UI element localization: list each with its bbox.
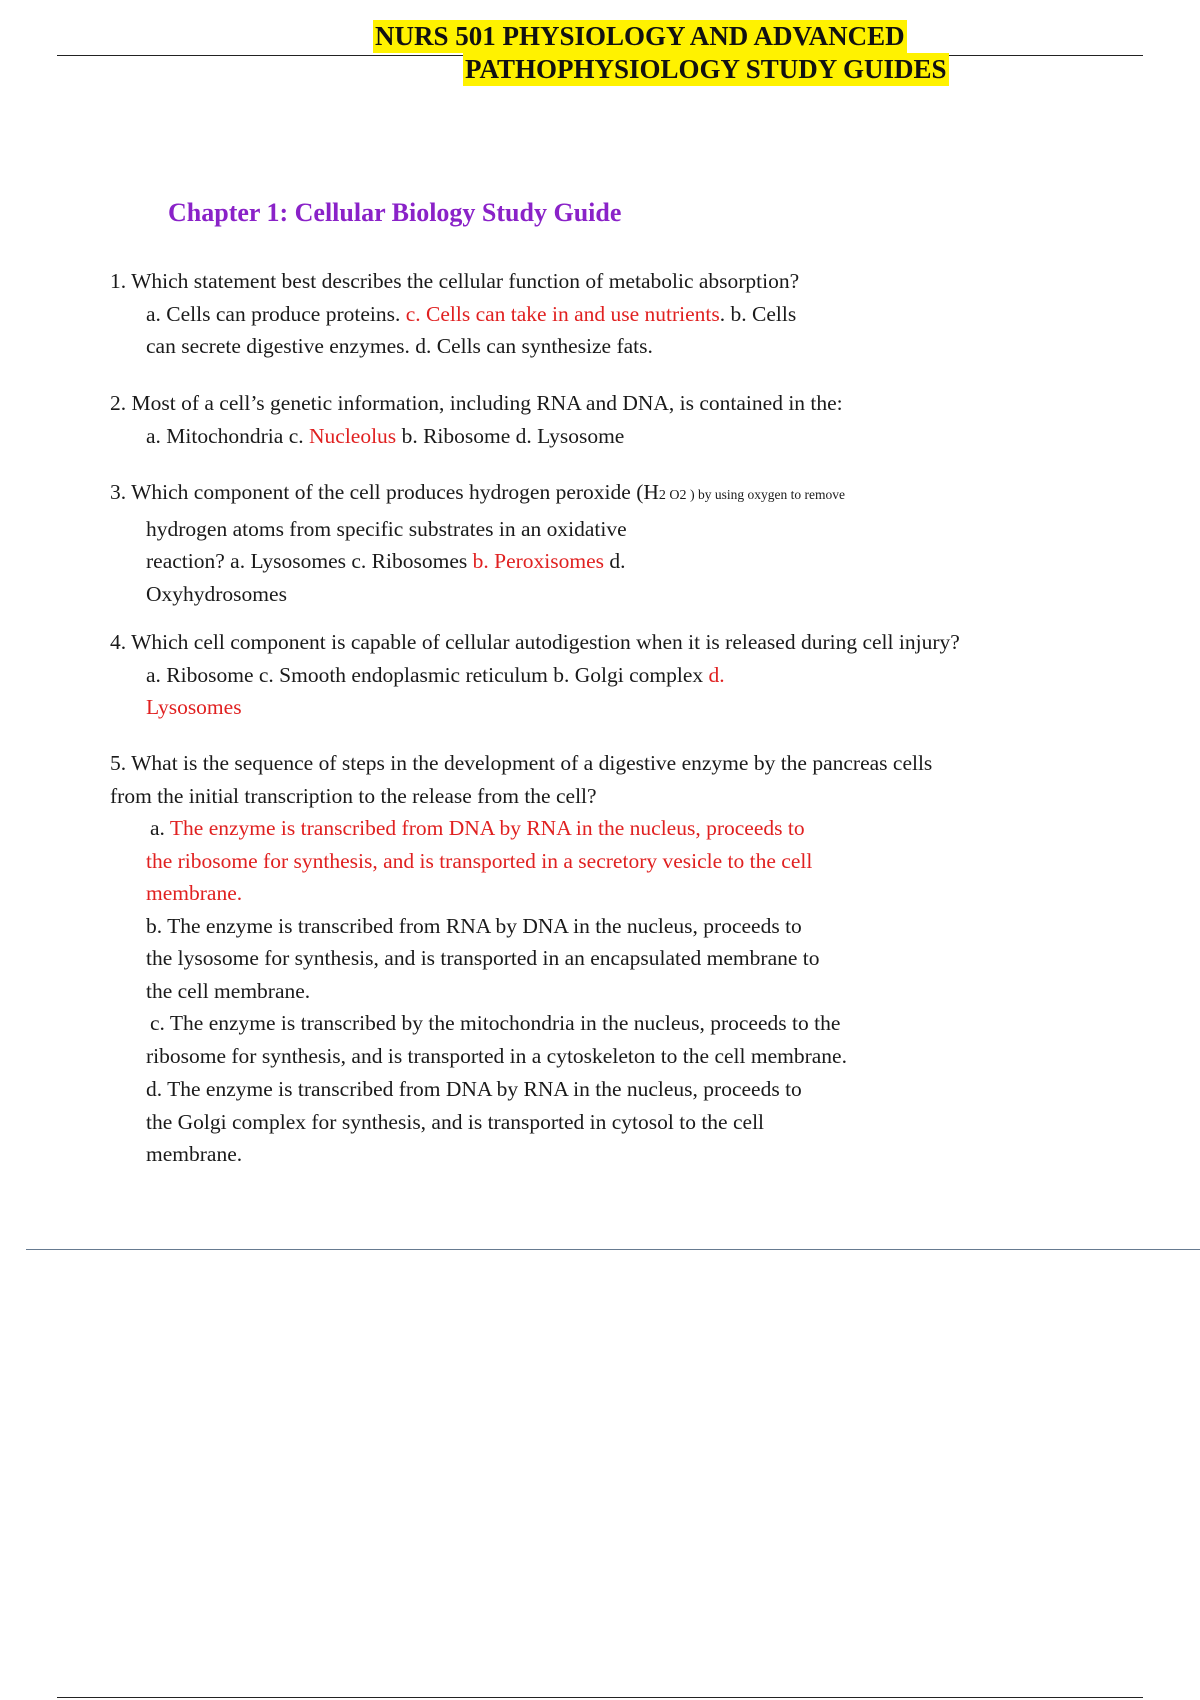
- option-b-line-2: the lysosome for synthesis, and is transported in an encapsulated membrane to: [146, 946, 820, 970]
- question-5: [110, 747, 932, 1171]
- header-title-line-1: NURS 501 PHYSIOLOGY AND ADVANCED: [375, 21, 905, 51]
- question-1: [110, 265, 799, 363]
- footer-rule: [57, 1697, 1143, 1698]
- correct-answer: b. Peroxisomes: [472, 549, 605, 573]
- correct-answer: Lysosomes: [146, 695, 242, 719]
- option-a-line-1: [110, 812, 932, 845]
- question-4-stem: 4. Which cell component is capable of cellular autodigestion when it is released during cell injury?: [110, 630, 960, 654]
- correct-answer: Nucleolus: [309, 423, 397, 448]
- correct-answer: d.: [708, 662, 725, 687]
- question-2-stem: 2. Most of a cell’s genetic information, including RNA and DNA, is contained in the:: [110, 391, 843, 415]
- question-2: [110, 387, 843, 452]
- content-divider: [26, 1249, 1200, 1250]
- option-a-line-3: membrane.: [146, 881, 243, 905]
- question-3-stem: [110, 476, 845, 513]
- option-a-line-2: the ribosome for synthesis, and is transported in a secretory vesicle to the cell: [146, 848, 813, 873]
- option-b-line-3: the cell membrane.: [146, 978, 311, 1003]
- option-text: a. Ribosome c. Smooth endoplasmic reticulum b. Golgi complex: [146, 662, 709, 687]
- stem-small-text: by using oxygen to remove: [694, 487, 846, 502]
- option-text: d.: [604, 549, 626, 573]
- option-text: b. Ribosome d. Lysosome: [396, 423, 625, 448]
- question-3-options-line: [110, 545, 845, 578]
- question-1-options-line-1: [110, 298, 799, 331]
- option-c-line-1: c. The enzyme is transcribed by the mitochondria in the nucleus, proceeds to the: [150, 1011, 841, 1035]
- question-3-line-3: Oxyhydrosomes: [146, 581, 287, 606]
- header-title-line-2: PATHOPHYSIOLOGY STUDY GUIDES: [465, 54, 947, 84]
- option-d-line-2: the Golgi complex for synthesis, and is transported in cytosol to the cell: [146, 1109, 765, 1134]
- question-5-stem-line-2: from the initial transcription to the release from the cell?: [110, 783, 597, 808]
- question-3: [110, 476, 845, 610]
- question-1-stem: 1. Which statement best describes the cellular function of metabolic absorption?: [110, 269, 800, 293]
- option-d-line-3: membrane.: [146, 1142, 243, 1166]
- correct-answer: c. Cells can take in and use nutrients: [405, 301, 720, 326]
- question-1-options-line-2: can secrete digestive enzymes. d. Cells can synthesize fats.: [146, 334, 653, 358]
- question-4: [110, 626, 960, 724]
- option-prefix: a.: [150, 816, 170, 840]
- option-text: . b. Cells: [719, 301, 797, 326]
- option-d-line-1: d. The enzyme is transcribed from DNA by RNA in the nucleus, proceeds to: [146, 1077, 802, 1101]
- question-2-options-line-1: [110, 420, 843, 453]
- chemical-formula-subscript: 2 O2 ): [658, 488, 695, 503]
- question-3-line-1: hydrogen atoms from specific substrates in an oxidative: [146, 516, 627, 541]
- question-4-options-line-1: [110, 659, 960, 692]
- option-text: a. Cells can produce proteins.: [146, 301, 406, 326]
- option-text: reaction? a. Lysosomes c. Ribosomes: [146, 549, 473, 573]
- option-b-line-1: b. The enzyme is transcribed from RNA by DNA in the nucleus, proceeds to: [146, 913, 802, 938]
- question-5-stem-line-1: 5. What is the sequence of steps in the development of a digestive enzyme by the pancreas cells: [110, 751, 933, 775]
- chapter-title: Chapter 1: Cellular Biology Study Guide: [168, 198, 622, 227]
- option-c-line-2: ribosome for synthesis, and is transported in a cytoskeleton to the cell membrane.: [146, 1043, 847, 1068]
- option-text: a. Mitochondria c.: [146, 423, 309, 448]
- stem-text: 3. Which component of the cell produces hydrogen peroxide (H: [110, 480, 659, 504]
- correct-answer: The enzyme is transcribed from DNA by RNA in the nucleus, proceeds to: [169, 816, 805, 840]
